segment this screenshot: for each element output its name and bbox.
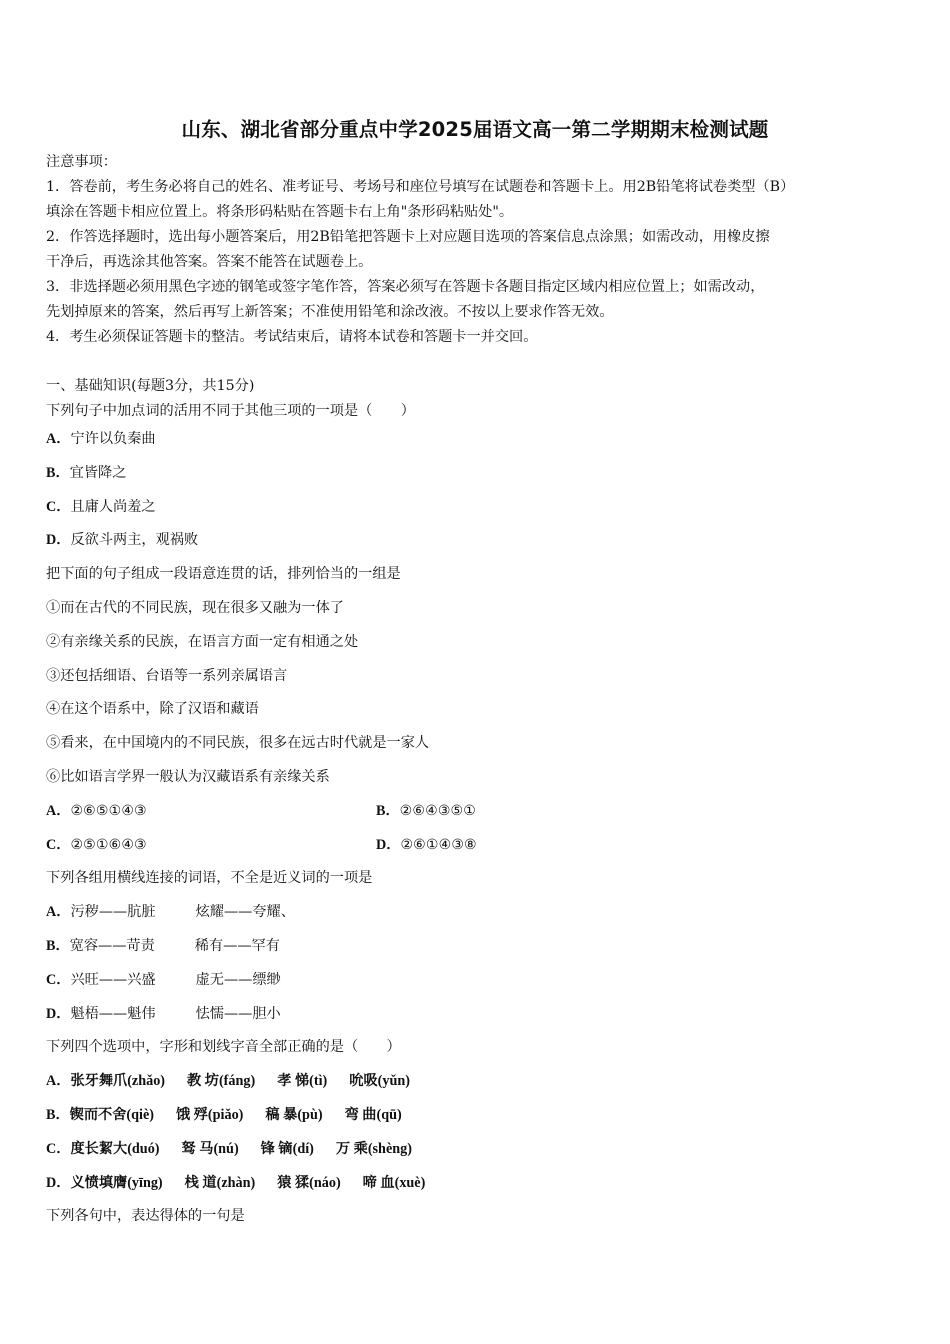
question-stem: 下列各组用横线连接的词语，不全是近义词的一项是 (46, 870, 373, 887)
notice-line: 3．非选择题必须用黑色字迹的钢笔或签字笔作答，答案必须写在答题卡各题目指定区域内相应位置上；如需改动， (46, 279, 765, 295)
sentence-item: ②有亲缘关系的民族，在语言方面一定有相通之处 (46, 633, 359, 650)
option-c: C．度长絜大(duó) 驽 马(nú) 锋 镝(dí) 万 乘(shèng) (46, 1140, 412, 1157)
option-d: D．魁梧——魁伟 怯懦——胆小 (46, 1005, 281, 1022)
option-a: A．张牙舞爪(zhǎo) 教 坊(fáng) 孝 悌(tì) 吮吸(yǔn) (46, 1073, 410, 1090)
option-c: C．且庸人尚羞之 (46, 498, 156, 515)
option-a: A．宁许以负秦曲 (46, 431, 156, 447)
notice-line: 1．答卷前，考生务必将自己的姓名、准考证号、考场号和座位号填写在试题卷和答题卡上。用2B铅笔将试卷类型（B） (46, 179, 795, 195)
option-b: B．宽容——苛责 稀有——罕有 (46, 937, 280, 954)
question-stem: 下列各句中，表达得体的一句是 (46, 1208, 245, 1225)
notice-heading: 注意事项： (46, 154, 117, 170)
option-d: D．义愤填膺(yīng) 栈 道(zhàn) 猿 猱(náo) 啼 血(xuè) (46, 1174, 426, 1191)
option-b: B．锲而不舍(qiè) 饿 殍(piǎo) 稿 暴(pù) 弯 曲(qū) (46, 1106, 402, 1123)
notice-line: 干净后，再选涂其他答案。答案不能答在试题卷上。 (46, 254, 373, 270)
option-d: D．②⑥①④③⑧ (376, 836, 477, 853)
option-row (46, 800, 916, 834)
question-stem: 下列四个选项中，字形和划线字音全部正确的是（ ） (46, 1039, 401, 1056)
option-a: A．污秽——肮脏 炫耀——夸耀、 (46, 904, 295, 921)
notice-block (46, 150, 916, 350)
sentence-item: ④在这个语系中，除了汉语和藏语 (46, 701, 259, 718)
option-d: D．反欲斗两主，观祸败 (46, 532, 199, 549)
page-title: 山东、湖北省部分重点中学2025届语文高一第二学期期末检测试题 (181, 118, 769, 141)
sentence-item: ⑤看来，在中国境内的不同民族，很多在远古时代就是一家人 (46, 735, 430, 752)
option-c: C．兴旺——兴盛 虚无——缥缈 (46, 971, 281, 988)
option-b: B．②⑥④③⑤① (376, 802, 476, 819)
question-stem: 下列句子中加点词的活用不同于其他三项的一项是（ ） (46, 403, 415, 419)
option-c: C．②⑤①⑥④③ (46, 836, 147, 853)
notice-line: 填涂在答题卡相应位置上。将条形码粘贴在答题卡右上角"条形码粘贴处"。 (46, 204, 514, 220)
notice-line: 2．作答选择题时，选出每小题答案后，用2B铅笔把答题卡上对应题目选项的答案信息点涂黑；如需改动，用橡皮擦 (46, 229, 770, 245)
notice-line: 4．考生必须保证答题卡的整洁。考试结束后，请将本试卷和答题卡一并交回。 (46, 329, 538, 345)
option-row (46, 834, 916, 868)
sentence-item: ①而在古代的不同民族，现在很多又融为一体了 (46, 599, 344, 616)
question-stem: 把下面的句子组成一段语意连贯的话，排列恰当的一组是 (46, 566, 401, 583)
notice-line: 先划掉原来的答案，然后再写上新答案；不准使用铅笔和涂改液。不按以上要求作答无效。 (46, 304, 614, 320)
section-heading: 一、基础知识(每题3分，共15分) (46, 378, 255, 394)
option-b: B．宜皆降之 (46, 464, 127, 481)
sentence-item: ⑥比如语言学界一般认为汉藏语系有亲缘关系 (46, 768, 330, 785)
option-a: A．②⑥⑤①④③ (46, 802, 147, 819)
section-basic-knowledge (46, 375, 916, 1239)
sentence-item: ③还包括细语、台语等一系列亲属语言 (46, 667, 288, 684)
